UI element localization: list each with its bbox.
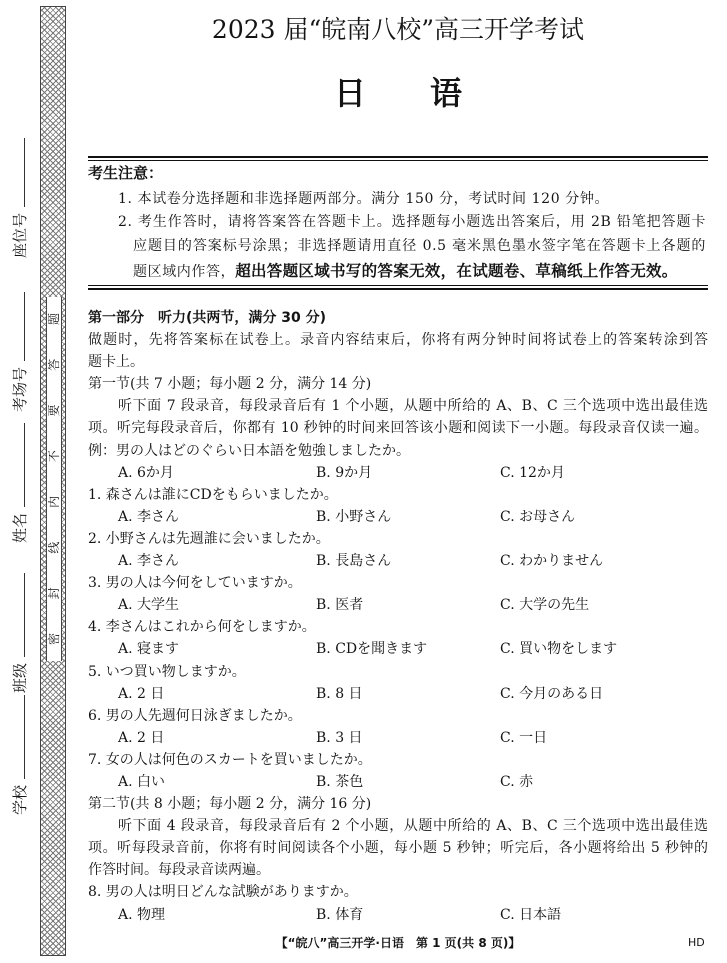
part1-intro-line-1: 做题时，先将答案标在试卷上。录音内容结束后，你将有两分钟时间将试卷上的答案转涂到答 [88, 332, 708, 349]
question-3-options [88, 594, 708, 616]
question-7-options [88, 771, 708, 793]
notice-item-2-line-3-text: 题区域内作答， [133, 264, 236, 280]
question-8-stem: 8. 男の人は明日どんな試験がありますか。 [88, 884, 358, 901]
school-blank [24, 695, 25, 779]
option-c: C. 赤 [500, 773, 534, 790]
part1-heading: 第一部分 听力(共两节，满分 30 分) [88, 310, 327, 326]
question-1-stem: 1. 森さんは誰にCDをもらいましたか。 [88, 486, 338, 503]
option-b: B. 医者 [316, 597, 364, 614]
notice-item-2-line-3 [133, 259, 708, 283]
option-b: B. 小野さん [316, 508, 392, 525]
section1-instruction-line-1: 听下面 7 段录音，每段录音后有 1 个小题，从题中所给的 A、B、C 三个选项中选出最佳选 [118, 398, 708, 415]
seal-text: 密封线内不要答题 [47, 313, 61, 645]
option-a: A. 2 日 [118, 685, 165, 702]
notice-rule-bottom [88, 288, 708, 290]
notice-heading: 考生注意： [88, 164, 164, 182]
option-b: B. 8 日 [316, 685, 363, 702]
option-a: A. 寝ます [118, 641, 180, 658]
option-c: C. 大学の先生 [500, 597, 590, 614]
name-field [11, 423, 29, 543]
section2-heading: 第二节(共 8 小题；每小题 2 分，满分 16 分) [88, 796, 372, 813]
question-8-options [88, 904, 708, 926]
class-label: 班级 [11, 662, 29, 693]
part1-listening [88, 307, 708, 926]
option-a: A. 6か月 [118, 464, 174, 481]
option-c: C. 買い物をします [500, 641, 618, 658]
option-b: B. 体育 [316, 906, 364, 923]
section2-instruction-line-1: 听下面 4 段录音，每段录音后有 2 个小题，从题中所给的 A、B、C 三个选项中选出最佳选 [118, 818, 708, 835]
section2-instruction-line-2: 项。听每段录音前，你将有时间阅读各个小题，每小题 5 秒钟；听完后，各小题将给出 5 秒钟的 [88, 840, 708, 857]
notice-rule-top [88, 156, 708, 158]
option-c: C. お母さん [500, 508, 576, 525]
section1-heading: 第一节(共 7 小题；每小题 2 分，满分 14 分) [88, 376, 372, 393]
question-6-stem: 6. 男の人先週何日泳ぎましたか。 [88, 707, 302, 724]
option-a: A. 物理 [118, 906, 166, 923]
subject-title: 日 语 [333, 74, 462, 112]
exam-room-label: 考场号 [11, 366, 29, 412]
exam-title: 2023 届“皖南八校”高三开学考试 [211, 15, 585, 44]
seal-text-box [46, 297, 62, 661]
class-blank [24, 573, 25, 657]
seat-number-field [11, 138, 29, 258]
notice-item-2-line-2: 应题目的答案标号涂黑；非选择题请用直径 0.5 毫米黑色墨水签字笔在答题卡上各题的 [133, 238, 706, 254]
school-field [11, 695, 29, 815]
notice-rule-top-thin [88, 160, 708, 161]
footer-code: HD [688, 936, 705, 949]
option-b: B. 長島さん [316, 553, 392, 570]
seat-number-blank [24, 138, 25, 207]
part1-intro-line-2: 题卡上。 [88, 354, 144, 371]
question-2-options [88, 550, 708, 572]
exam-room-field [11, 292, 29, 412]
question-4-options [88, 638, 708, 660]
notice-item-2-line-1: 2. 考生作答时，请将答案答在答题卡上。选择题每小题选出答案后，用 2B 铅笔把答题卡 [118, 214, 706, 230]
option-c: C. わかりません [500, 553, 604, 570]
question-2-stem: 2. 小野さんは先週誰に会いましたか。 [88, 530, 330, 547]
name-label: 姓名 [11, 512, 29, 543]
question-4-stem: 4. 李さんはこれから何をしますか。 [88, 619, 316, 636]
notice-emphasis: 超出答题区域书写的答案无效，在试题卷、草稿纸上作答无效。 [235, 262, 678, 280]
exam-room-blank [24, 292, 25, 361]
option-b: B. 9か月 [316, 464, 373, 481]
option-a: A. 白い [118, 773, 166, 790]
school-label: 学校 [11, 784, 29, 815]
option-c: C. 一日 [500, 729, 548, 746]
example-options [88, 462, 708, 484]
example-question-stem: 例：男の人はどのぐらい日本語を勉強しましたか。 [88, 442, 410, 459]
option-c: C. 日本語 [500, 906, 562, 923]
question-6-options [88, 727, 708, 749]
option-b: B. CDを聞きます [316, 641, 428, 658]
question-7-stem: 7. 女の人は何色のスカートを買いましたか。 [88, 751, 372, 768]
class-field [11, 573, 29, 693]
option-a: A. 大学生 [118, 597, 180, 614]
option-c: C. 今月のある日 [500, 685, 604, 702]
section1-instruction-line-2: 项。听完每段录音后，你都有 10 秒钟的时间来回答该小题和阅读下一小题。每段录音仅读一遍。 [88, 420, 708, 437]
question-5-options [88, 683, 708, 705]
footer-page-info: 【“皖八”高三开学·日语 第 1 页(共 8 页)】 [275, 936, 521, 950]
notice-rule-bottom-thin [88, 285, 708, 286]
binding-margin [0, 0, 36, 963]
option-a: A. 李さん [118, 508, 180, 525]
option-b: B. 茶色 [316, 773, 364, 790]
name-blank [24, 423, 25, 507]
option-a: A. 李さん [118, 553, 180, 570]
seal-line-strip [40, 6, 66, 956]
option-c: C. 12か月 [500, 464, 565, 481]
option-b: B. 3 日 [316, 729, 363, 746]
seat-number-label: 座位号 [11, 212, 29, 258]
question-5-stem: 5. いつ買い物しますか。 [88, 663, 246, 680]
option-a: A. 2 日 [118, 729, 165, 746]
question-1-options [88, 506, 708, 528]
notice-item-1: 1. 本试卷分选择题和非选择题两部分。满分 150 分，考试时间 120 分钟。 [118, 191, 610, 207]
section2-instruction-line-3: 作答时间。每段录音读两遍。 [88, 862, 270, 879]
question-3-stem: 3. 男の人は今何をしていますか。 [88, 575, 302, 592]
